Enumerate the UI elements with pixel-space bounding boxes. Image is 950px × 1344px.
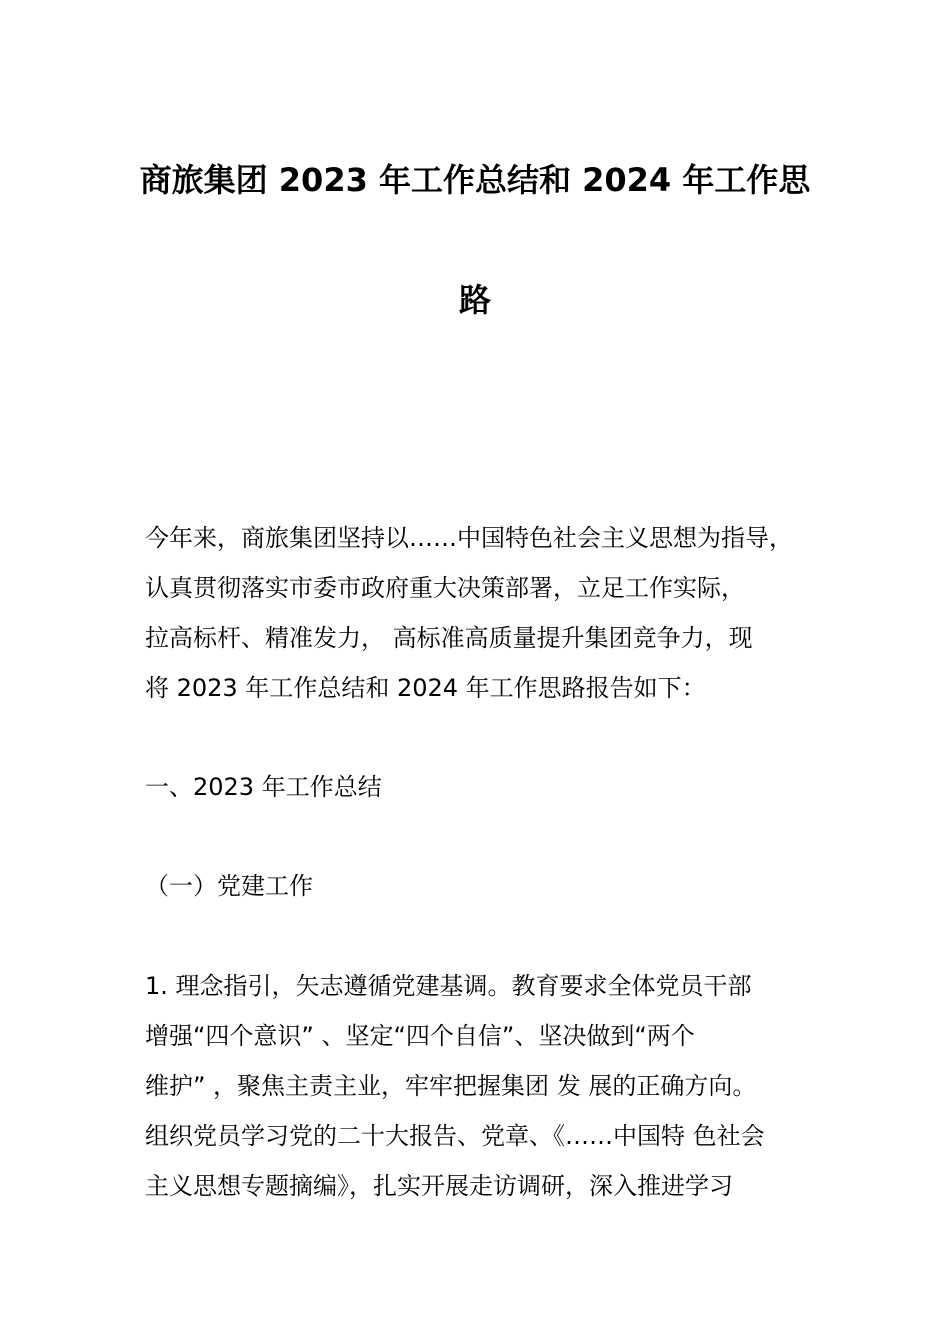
intro-paragraph-line-2: 认真贯彻落实市委市政府重大决策部署，立足工作实际， [145,574,745,602]
item1-paragraph-line-1: 1. 理念指引，矢志遵循党建基调。教育要求全体党员干部 [145,972,752,1000]
item1-paragraph-line-5: 主义思想专题摘编》，扎实开展走访调研，深入推进学习 [145,1172,733,1200]
document-title-line-1: 商旅集团 2023 年工作总结和 2024 年工作思 [139,161,811,199]
item1-paragraph-line-4: 组织党员学习党的二十大报告、党章、《……中国特 色社会 [145,1122,765,1150]
item1-paragraph-line-3: 维护” ，聚焦主责主业，牢牢把握集团 发 展的正确方向。 [145,1072,757,1100]
intro-paragraph-line-4: 将 2023 年工作总结和 2024 年工作思路报告如下： [145,674,706,702]
section-heading: 一、2023 年工作总结 [145,773,382,801]
intro-paragraph-line-3: 拉高标杆、精准发力， 高标准高质量提升集团竞争力，现 [145,624,753,652]
item1-paragraph-line-2: 增强“四个意识” 、坚定“四个自信”、坚决做到“两个 [145,1022,695,1050]
document-title-line-2: 路 [458,281,491,319]
intro-paragraph-line-1: 今年来，商旅集团坚持以……中国特色社会主义思想为指导， [145,524,793,552]
subsection-heading: （一）党建工作 [145,872,313,900]
